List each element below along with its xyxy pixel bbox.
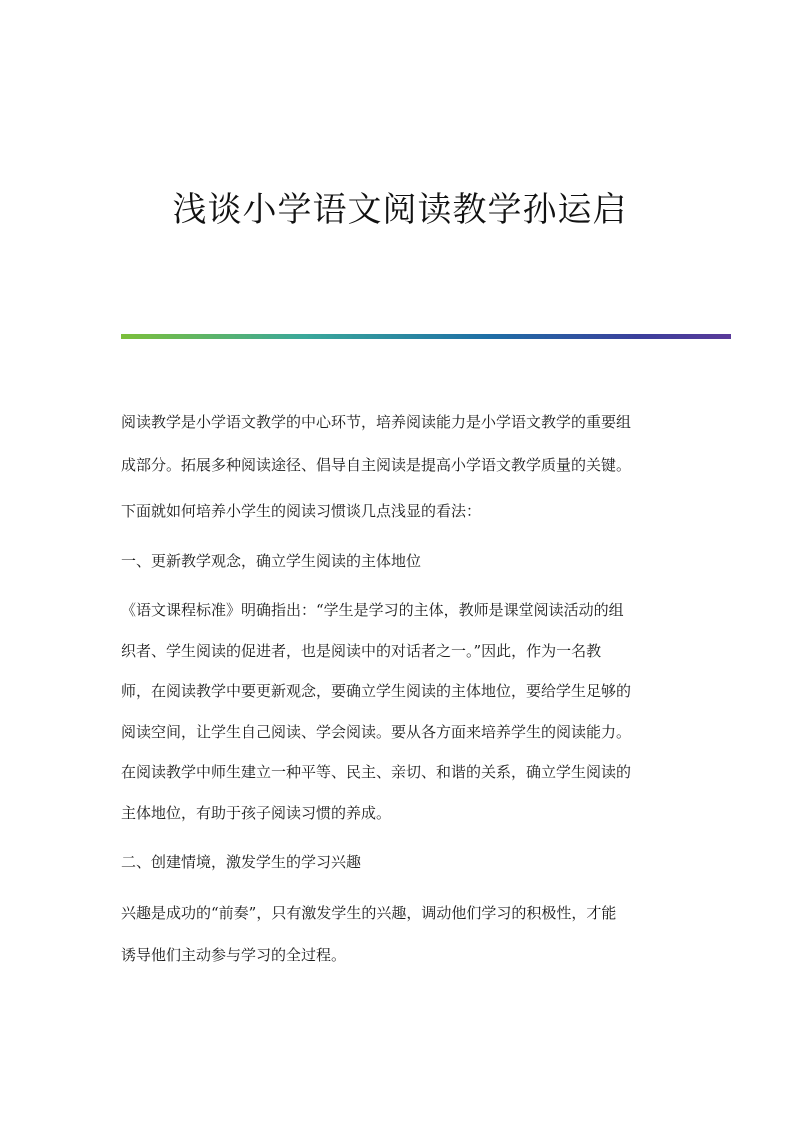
paragraph-line: 兴趣是成功的“前奏”，只有激发学生的兴趣，调动他们学习的积极性，才能 [121, 904, 617, 922]
section-heading: 二、创建情境，激发学生的学习兴趣 [121, 853, 362, 871]
page-title: 浅谈小学语文阅读教学孙运启 [172, 190, 628, 230]
paragraph-line: 诱导他们主动参与学习的全过程。 [121, 946, 347, 964]
paragraph-line: 成部分。拓展多种阅读途径、倡导自主阅读是提高小学语文教学质量的关键。 [121, 456, 632, 474]
paragraph-line: 师，在阅读教学中要更新观念，要确立学生阅读的主体地位，要给学生足够的 [121, 682, 632, 700]
title-divider [121, 334, 731, 339]
section-heading: 一、更新教学观念，确立学生阅读的主体地位 [121, 552, 422, 570]
paragraph-line: 《语文课程标准》明确指出：“学生是学习的主体，教师是课堂阅读活动的组 [121, 601, 624, 619]
paragraph-line: 阅读空间，让学生自己阅读、学会阅读。要从各方面来培养学生的阅读能力。 [121, 723, 632, 741]
paragraph-transition: 下面就如何培养小学生的阅读习惯谈几点浅显的看法： [121, 502, 482, 520]
paragraph-line: 织者、学生阅读的促进者，也是阅读中的对话者之一。”因此，作为一名教 [121, 642, 602, 660]
paragraph-line: 在阅读教学中师生建立一种平等、民主、亲切、和谐的关系，确立学生阅读的 [121, 763, 632, 781]
paragraph-line: 主体地位，有助于孩子阅读习惯的养成。 [121, 804, 392, 822]
paragraph-line: 阅读教学是小学语文教学的中心环节，培养阅读能力是小学语文教学的重要组 [121, 413, 632, 431]
